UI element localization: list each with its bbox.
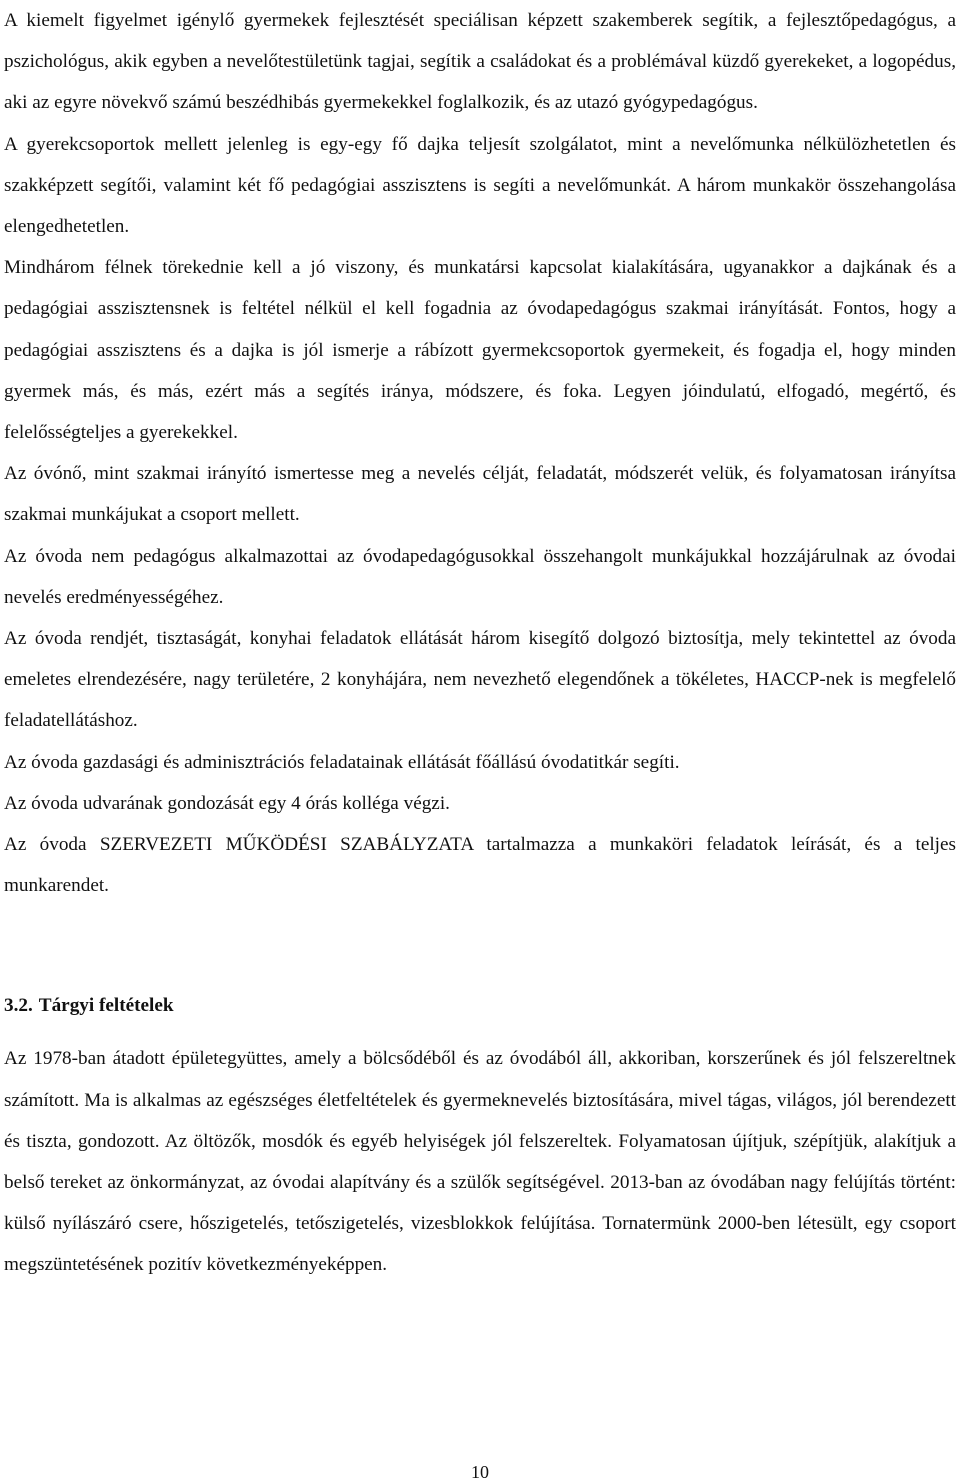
paragraph-special-needs-staff: A kiemelt figyelmet igénylő gyermekek fejlesztését speciálisan képzett szakemberek segítik, a fejlesztőpedagógus, a pszichológus, akik egyben a nevelőtestületünk tagjai, segítik a családokat és a problémával küzdő gyerekeket, a logopédus, aki az egyre növekvő számú beszédhibás gyermekekkel foglalkozik, és az utazó gyógypedagógus.	[4, 10, 956, 114]
paragraph-non-teaching-staff: Az óvoda nem pedagógus alkalmazottai az óvodapedagógusokkal összehangolt munkájukkal hozzájárulnak az óvodai nevelés eredményességéhez.	[4, 545, 956, 608]
paragraph-nannies-assistants: A gyerekcsoportok mellett jelenleg is egy-egy fő dajka teljesít szolgálatot, mint a nevelőmunka nélkülözhetetlen és szakképzett segítői, valamint két fő pedagógiai asszisztens is segíti a nevelőmunkát. A három munkakör összehangolása elengedhetetlen.	[4, 133, 956, 238]
paragraph-secretary: Az óvoda gazdasági és adminisztrációs feladatainak ellátását főállású óvodatitkár segíti.	[4, 751, 680, 773]
section-heading-block	[4, 985, 956, 1038]
paragraph-yard-care: Az óvoda udvarának gondozását egy 4 órás kolléga végzi.	[4, 792, 450, 814]
paragraph-material-conditions: Az 1978-ban átadott épületegyüttes, amely a bölcsődéből és az óvodából áll, akkoriban, korszerűnek és jól felszereltnek számított. Ma is alkalmas az egészséges életfeltételek és gyermeknevelés biztosítására, mivel tágas, világos, jól berendezett és tiszta, gondozott. Az öltözők, mosdók és egyéb helyiségek jól felszereltek. Folyamatosan újítjuk, szépítjük, alakítjuk a belső tereket az önkormányzat, az óvodai alapítvány és a szülők segítségével. 2013-ban az óvodában nagy felújítás történt: külső nyílászáró csere, hőszigetelés, tetőszigetelés, vizesblokkok felújítása. Tornatermünk 2000-ben létesült, egy csoport megszüntetésének pozitív következményeképpen.	[4, 1048, 956, 1276]
document-page	[4, 0, 956, 1286]
paragraph-cleaning-kitchen: Az óvoda rendjét, tisztaságát, konyhai feladatok ellátását három kisegítő dolgozó biztosítja, mely tekintettel az óvoda emeletes elrendezésére, nagy területére, 2 konyhájára, nem nevezhető elegendőnek a tökéletes, HACCP-nek is megfelelő feladatellátáshoz.	[4, 628, 956, 732]
paragraph-cooperation: Mindhárom félnek törekednie kell a jó viszony, és munkatársi kapcsolat kialakítására, ugyanakkor a dajkának és a pedagógiai asszisztensnek is feltétel nélkül el kell fogadnia az óvodapedagógus szakmai irányítását. Fontos, hogy a pedagógiai asszisztens és a dajka is jól ismerje a rábízott gyermekcsoportok gyermekeit, és fogadja el, hogy minden gyermek más, és más, ezért más a segítés iránya, módszere, és foka. Legyen jóindulatú, elfogadó, megértő, és felelősségteljes a gyerekekkel.	[4, 257, 956, 444]
paragraph-teacher-guidance: Az óvónő, mint szakmai irányító ismertesse meg a nevelés célját, feladatát, módszerét velük, és folyamatosan irányítsa szakmai munkájukat a csoport mellett.	[4, 463, 956, 526]
section-number: 3.2.	[4, 995, 33, 1017]
section-heading	[4, 985, 956, 1026]
section-title: Tárgyi feltételek	[38, 995, 174, 1017]
paragraph-organizational-rules: Az óvoda SZERVEZETI MŰKÖDÉSI SZABÁLYZATA tartalmazza a munkaköri feladatok leírását, és a teljes munkarendet.	[4, 834, 956, 897]
page-number: 10	[471, 1462, 489, 1482]
